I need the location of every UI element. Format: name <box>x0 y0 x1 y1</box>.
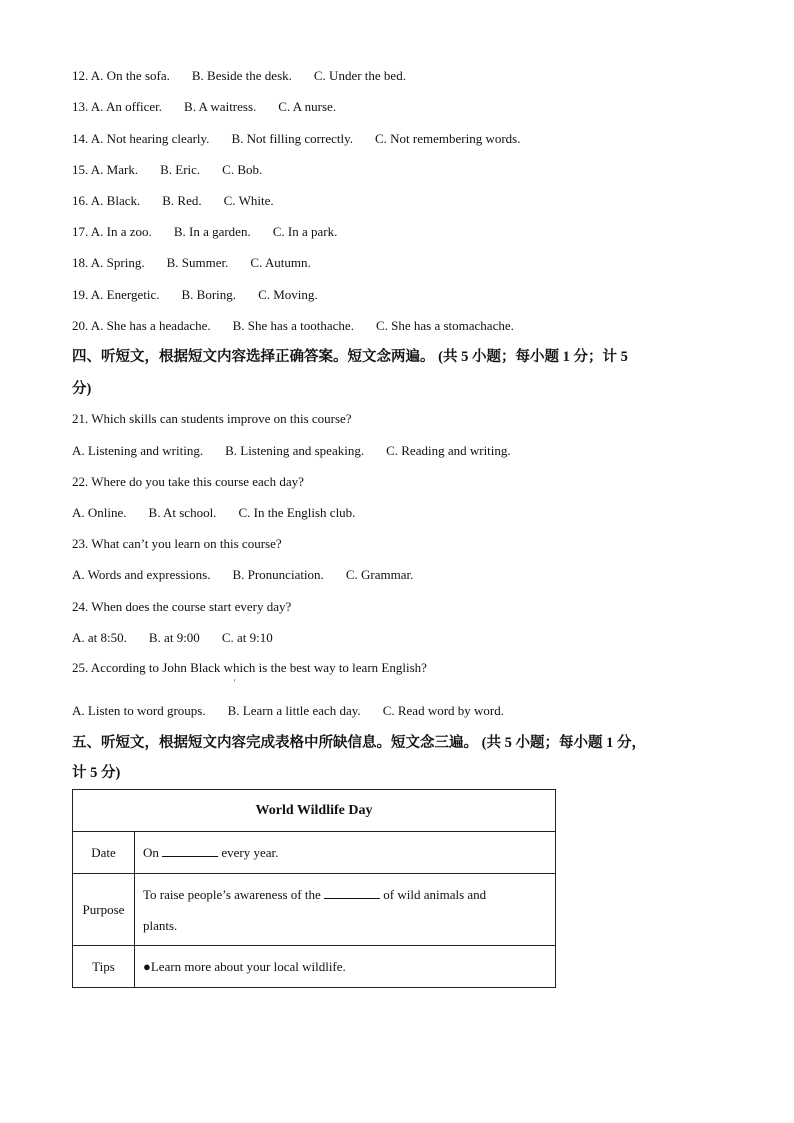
table-title: World Wildlife Day <box>73 790 556 832</box>
option-b: B. A waitress. <box>184 99 257 114</box>
wildlife-day-table <box>72 789 556 988</box>
option-c: C. A nurse. <box>278 99 337 114</box>
option-b: B. Beside the desk. <box>191 68 292 83</box>
date-cell <box>135 832 556 874</box>
question-13 <box>72 99 358 115</box>
option-a: A. Listen to word groups. <box>72 703 206 718</box>
option-b: B. Boring. <box>181 287 237 302</box>
section-4-heading-line1: 四、听短文，根据短文内容选择正确答案。短文念两遍。 (共 5 小题；每小题 1 分；计 5 <box>72 349 628 365</box>
option-a: A. In a zoo. <box>90 224 152 239</box>
option-c: C. Bob. <box>222 162 263 177</box>
option-c: C. Under the bed. <box>313 68 406 83</box>
option-b: B. Summer. <box>166 255 229 270</box>
option-a: A. Words and expressions. <box>72 567 211 582</box>
section-4-heading-line2: 分) <box>72 381 92 397</box>
option-a: A. On the sofa. <box>90 68 170 83</box>
option-b: B. Learn a little each day. <box>227 703 361 718</box>
question-12 <box>72 68 428 84</box>
option-a: A. She has a headache. <box>90 318 211 333</box>
option-c: C. at 9:10 <box>221 630 273 645</box>
question-23: 23. What can’t you learn on this course? <box>72 536 282 551</box>
question-number: 12. <box>72 68 89 83</box>
question-21: 21. Which skills can students improve on this course? <box>72 411 352 426</box>
option-b: B. In a garden. <box>173 224 251 239</box>
option-c: C. Reading and writing. <box>386 443 511 458</box>
option-b: B. At school. <box>148 505 217 520</box>
option-c: C. Grammar. <box>345 567 414 582</box>
option-a: A. Listening and writing. <box>72 443 204 458</box>
purpose-label: Purpose <box>73 874 135 946</box>
question-15 <box>72 162 284 178</box>
question-14 <box>72 131 543 147</box>
question-number: 16. <box>72 193 89 208</box>
question-number: 20. <box>72 318 89 333</box>
question-number: 15. <box>72 162 89 177</box>
date-label: Date <box>73 832 135 874</box>
option-b: B. She has a toothache. <box>232 318 354 333</box>
option-b: B. Pronunciation. <box>232 567 324 582</box>
question-18 <box>72 255 333 271</box>
question-17 <box>72 224 359 240</box>
question-25: 25. According to John Black which is the best way to learn English? <box>72 660 427 675</box>
option-c: C. Moving. <box>258 287 318 302</box>
option-a: A. Spring. <box>90 255 145 270</box>
question-22: 22. Where do you take this course each day? <box>72 474 304 489</box>
option-c: C. In the English club. <box>238 505 356 520</box>
option-c: C. Autumn. <box>250 255 311 270</box>
date-text-after: every year. <box>221 844 279 860</box>
question-number: 18. <box>72 255 89 270</box>
option-c: C. Not remembering words. <box>374 131 521 146</box>
option-c: C. She has a stomachache. <box>375 318 514 333</box>
question-24: 24. When does the course start every day? <box>72 599 292 614</box>
question-25-options <box>72 703 526 719</box>
section-5-heading-line2: 计 5 分) <box>72 765 121 781</box>
option-a: A. An officer. <box>90 99 163 114</box>
option-c: C. In a park. <box>272 224 338 239</box>
option-b: B. Listening and speaking. <box>225 443 365 458</box>
question-16 <box>72 193 296 209</box>
option-a: A. at 8:50. <box>72 630 127 645</box>
purpose-text-after: of wild animals and <box>383 886 487 902</box>
option-a: A. Not hearing clearly. <box>90 131 210 146</box>
option-c: C. White. <box>223 193 274 208</box>
question-21-options <box>72 443 533 459</box>
tips-text: ●Learn more about your local wildlife. <box>135 946 556 988</box>
stray-mark: ' <box>234 678 236 687</box>
question-number: 13. <box>72 99 89 114</box>
question-22-options <box>72 505 377 521</box>
option-a: A. Mark. <box>90 162 139 177</box>
purpose-text-line2: plants. <box>143 917 178 933</box>
question-number: 17. <box>72 224 89 239</box>
option-b: B. at 9:00 <box>148 630 200 645</box>
option-a: A. Black. <box>90 193 141 208</box>
question-19 <box>72 287 340 303</box>
option-a: A. Energetic. <box>90 287 160 302</box>
option-a: A. Online. <box>72 505 127 520</box>
tips-label: Tips <box>73 946 135 988</box>
question-23-options <box>72 567 435 583</box>
purpose-cell <box>135 874 556 946</box>
question-number: 14. <box>72 131 89 146</box>
option-c: C. Read word by word. <box>382 703 505 718</box>
question-number: 19. <box>72 287 89 302</box>
section-5-heading-line1: 五、听短文，根据短文内容完成表格中所缺信息。短文念三遍。 (共 5 小题；每小题 1 分， <box>72 735 646 751</box>
option-b: B. Red. <box>162 193 202 208</box>
date-answer-blank[interactable] <box>162 845 218 857</box>
purpose-answer-blank[interactable] <box>324 887 380 899</box>
option-b: B. Eric. <box>160 162 201 177</box>
option-b: B. Not filling correctly. <box>231 131 353 146</box>
date-text-before: On <box>143 844 159 860</box>
purpose-text-before: To raise people’s awareness of the <box>143 886 321 902</box>
question-20 <box>72 318 536 334</box>
question-24-options <box>72 630 295 646</box>
